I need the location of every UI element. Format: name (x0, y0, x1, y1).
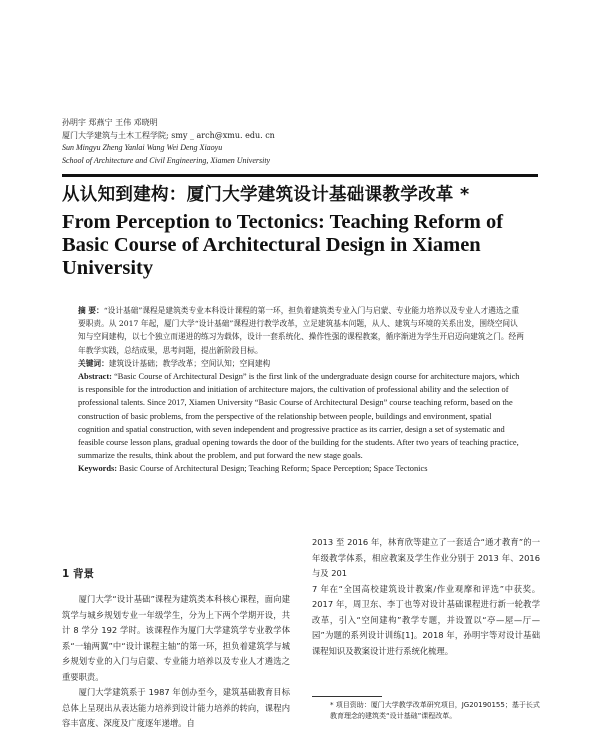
left-column (62, 566, 290, 732)
keywords-zh (78, 357, 524, 370)
header-rule (62, 174, 538, 177)
abstract-en-text: “Basic Course of Architectural Design” is the first link of the undergraduate design course for architecture majors, which is responsible for the introduction and initiation of architecture majors, the cultivation of professional ability and the selection of professional talents. Since 2017, Xiamen University “Basic Course of Architectural Design” course teaching reform, based on the construction of basic problems, from the perspective of the relationship between people, buildings and environment, spatial cognition and spatial construction, with seven independent and progressive practice as its carrier, design a set of systematic and feasible course lesson plans, gradual opening towards the door of the building for the students. After two years of teaching practice, summarize the results, think about the problem, and put forward the new stage goals. (78, 372, 520, 461)
body-paragraph: 2013 至 2016 年，林育欣等建立了一套适合“通才教育”的一年级教学体系，相应教案及学生作业分别于 2013 年、2016 与及 201 (312, 537, 540, 578)
body-paragraph: 厦门大学“设计基础”课程为建筑类本科核心课程，面向建筑学与城乡规划专业一年级学生，分为上下两个学期开设，共计 8 学分 192 学时。该课程作为厦门大学建筑学专业教学体系“一轴两翼”中“设计课程主轴”的第一环，担负着建筑学与城乡规划专业的入门与启蒙、专业能力培养以及专业人才遴选之重要职责。 (62, 594, 290, 682)
title-en: From Perception to Tectonics: Teaching Reform of Basic Course of Architectural Design in Xiamen University (62, 211, 504, 279)
keywords-en (78, 462, 524, 475)
title-zh: 从认知到建构：厦门大学建筑设计基础课教学改革 * (62, 185, 470, 205)
abstract-zh (78, 304, 524, 357)
right-column (312, 535, 540, 659)
abstract-zh-label: 摘 要： (78, 306, 104, 315)
author-block (62, 117, 542, 167)
abstract-en (78, 370, 524, 462)
author-names-en: Sun Mingyu Zheng Yanlai Wang Wei Deng Xiaoyu (62, 143, 223, 152)
keywords-zh-label: 关键词： (78, 358, 109, 368)
keywords-zh-text: 建筑设计基础；教学改革；空间认知；空间建构 (108, 358, 271, 368)
section-heading: 1 背景 (62, 568, 94, 580)
abstract-zh-text: “设计基础”课程是建筑类专业本科设计课程的第一环，担负着建筑类专业入门与启蒙、专业能力培养以及专业人才遴选之重要职责。从 2017 年起，厦门大学“设计基础”课程进行教学改革，立足建筑基本问题，从人、建筑与环境的关系出发，围绕空间认知与空间建构，以七个独立而递进的练习为载体，设计一套系统化、操作性强的课程教案，循序渐进为学生开启迈向建筑之门。经两年教学实践，总结成果，思考问题，提出新阶段目标。 (78, 306, 524, 355)
footnote: * 项目资助：厦门大学教学改革研究项目，JG20190155；基于长式教育理念的建筑类“设计基础”课程改革。 (330, 701, 540, 720)
abstract-en-label: Abstract: (78, 372, 112, 382)
abstract-block (78, 304, 524, 476)
body-paragraph: 7 年在“全国高校建筑设计教案/作业观摩和评选”中获奖。2017 年，周卫东、李丁也等对设计基础课程进行新一轮教学改革，引入“空间建构”教学专题，并设置以“亭—屋—厅—园”为题的系列设计训练[1]。2018 年，孙明宇等对设计基础课程知识及教案设计进行系统化梳理。 (312, 583, 540, 656)
body-paragraph: 厦门大学建筑系于 1987 年创办至今，建筑基础教育目标总体上呈现出从表达能力培养到设计能力培养的转向，课程内容丰富度、深度及广度逐年递增。自 (62, 687, 290, 728)
author-affiliation-zh: 厦门大学建筑与土木工程学院; smy _ arch@xmu. edu. cn (62, 130, 275, 140)
author-names-zh: 孙明宇 郑燕宁 王伟 邓晓明 (62, 118, 158, 127)
author-affiliation-en: School of Architecture and Civil Engineering, Xiamen University (62, 155, 271, 165)
footnote-rule (312, 696, 382, 697)
keywords-en-text: Basic Course of Architectural Design; Teaching Reform; Space Perception; Space Tectonics (119, 464, 428, 474)
keywords-en-label: Keywords: (78, 464, 118, 474)
